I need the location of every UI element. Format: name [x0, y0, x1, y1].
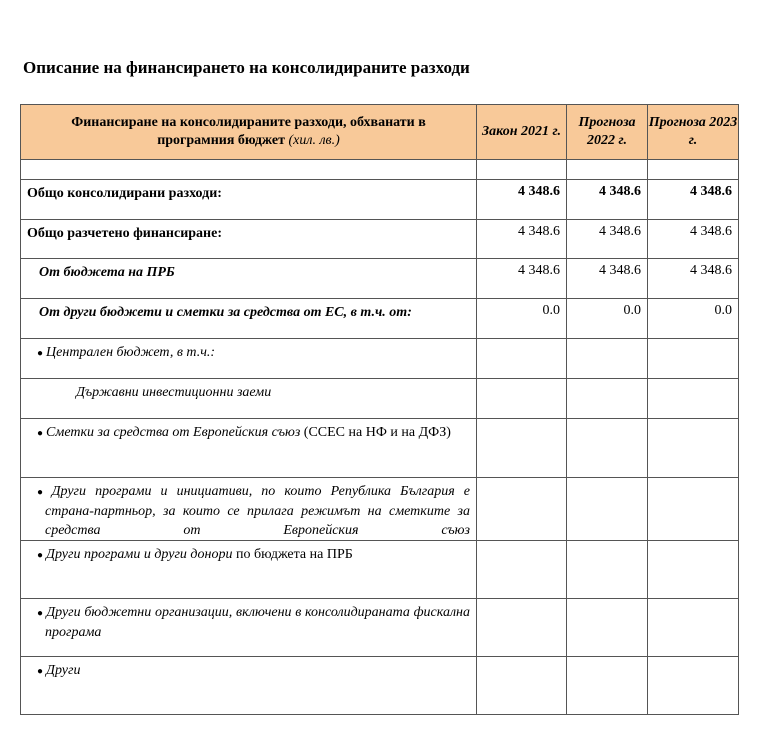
- row-label-text: Други програми и инициативи, по които Република България е страна-партньор, за които се прилага режимът на сметките за средства от Европейския съюз: [45, 484, 470, 538]
- value-2022: [567, 599, 648, 657]
- table-row: [21, 419, 739, 478]
- bullet-icon: ●: [37, 487, 49, 498]
- value-2022: 4 348.6: [567, 180, 648, 220]
- header-unit: (хил. лв.): [288, 133, 340, 148]
- row-label: [21, 339, 477, 379]
- value-2021: 4 348.6: [477, 180, 567, 220]
- table-row: [21, 657, 739, 715]
- table-row: [21, 339, 739, 379]
- header-2021: Закон 2021 г.: [477, 105, 567, 160]
- value-2021: 4 348.6: [477, 259, 567, 299]
- table-header-row: [21, 105, 739, 160]
- value-2023: [648, 339, 739, 379]
- row-label-rest: (ССЕС на НФ и на ДФЗ): [300, 425, 451, 440]
- value-2021: [477, 339, 567, 379]
- row-label-text: Централен бюджет, в т.ч.:: [46, 345, 216, 360]
- value-2022: 0.0: [567, 299, 648, 339]
- table-row: [21, 220, 739, 259]
- spacer-row: [21, 160, 739, 180]
- financing-table: [20, 104, 739, 715]
- value-2022: [567, 478, 648, 541]
- value-2023: [648, 478, 739, 541]
- value-2022: 4 348.6: [567, 220, 648, 259]
- row-label-italic: Сметки за средства от Европейския съюз: [46, 425, 301, 440]
- value-2023: 4 348.6: [648, 259, 739, 299]
- header-2023: Прогноза 2023 г.: [648, 105, 739, 160]
- table-row: [21, 541, 739, 599]
- bullet-icon: ●: [37, 608, 44, 619]
- bullet-icon: ●: [37, 348, 44, 359]
- table-row: [21, 259, 739, 299]
- row-label: Общо разчетено финансиране:: [21, 220, 477, 259]
- row-label: От бюджета на ПРБ: [21, 259, 477, 299]
- row-label: [21, 478, 477, 541]
- value-2023: 4 348.6: [648, 220, 739, 259]
- table-row: [21, 478, 739, 541]
- row-label: От други бюджети и сметки за средства от ЕС, в т.ч. от:: [21, 299, 477, 339]
- value-2022: [567, 657, 648, 715]
- row-label-text: Други: [46, 663, 81, 678]
- value-2021: 4 348.6: [477, 220, 567, 259]
- header-description-text: Финансиране на консолидираните разходи, обхванати в програмния бюджет: [71, 115, 426, 148]
- value-2021: [477, 478, 567, 541]
- value-2022: [567, 339, 648, 379]
- row-label: [21, 599, 477, 657]
- value-2022: [567, 419, 648, 478]
- value-2023: 4 348.6: [648, 180, 739, 220]
- row-label: [21, 419, 477, 478]
- row-label: Общо консолидирани разходи:: [21, 180, 477, 220]
- page-title: Описание на финансирането на консолидираните разходи: [23, 58, 470, 77]
- row-label-italic: Други програми и други донори: [46, 547, 233, 562]
- bullet-icon: ●: [37, 550, 44, 561]
- value-2023: [648, 599, 739, 657]
- value-2023: [648, 379, 739, 419]
- value-2021: [477, 599, 567, 657]
- value-2023: [648, 541, 739, 599]
- row-label-rest: по бюджета на ПРБ: [232, 547, 353, 562]
- value-2023: [648, 657, 739, 715]
- header-2022: Прогноза 2022 г.: [567, 105, 648, 160]
- value-2023: [648, 419, 739, 478]
- value-2022: [567, 379, 648, 419]
- value-2022: [567, 541, 648, 599]
- value-2022: 4 348.6: [567, 259, 648, 299]
- value-2023: 0.0: [648, 299, 739, 339]
- table-row: [21, 180, 739, 220]
- row-label: [21, 657, 477, 715]
- bullet-icon: ●: [37, 666, 44, 677]
- value-2021: [477, 541, 567, 599]
- row-label-text: Други бюджетни организации, включени в консолидираната фискална програма: [45, 605, 470, 640]
- value-2021: [477, 419, 567, 478]
- value-2021: [477, 379, 567, 419]
- bullet-icon: ●: [37, 428, 44, 439]
- row-label: [21, 541, 477, 599]
- table-row: [21, 379, 739, 419]
- value-2021: 0.0: [477, 299, 567, 339]
- table-row: [21, 299, 739, 339]
- value-2021: [477, 657, 567, 715]
- row-label: Държавни инвестиционни заеми: [21, 379, 477, 419]
- header-description: [21, 105, 477, 160]
- table-row: [21, 599, 739, 657]
